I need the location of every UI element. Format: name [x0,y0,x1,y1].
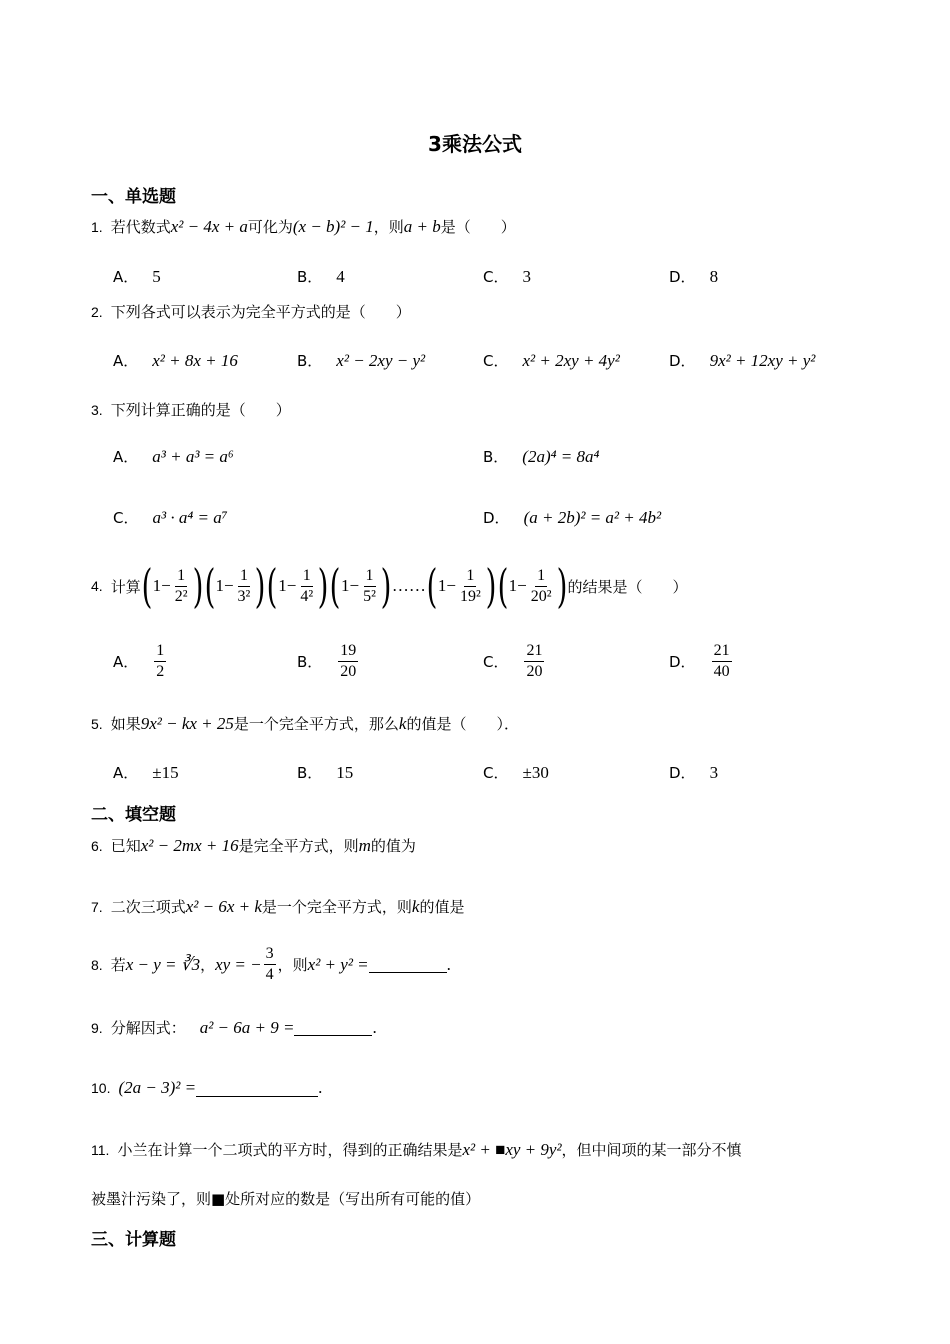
fraction-denominator: 20² [530,587,552,605]
answer-blank[interactable] [294,1019,372,1036]
math-expression: x² + ■xy + 9y² [462,1139,562,1159]
option-label: A． [113,653,139,671]
fraction [712,641,732,682]
option-d [669,641,734,682]
fraction-denominator: 20 [526,663,543,680]
question-number: 6. [91,837,103,854]
fraction-numerator: 21 [524,641,544,662]
question-text: ，则 [277,956,308,974]
question-number: 2. [91,303,103,320]
option-label: A． [113,764,139,782]
option-c [483,350,620,371]
option-value: 3 [709,762,719,782]
fraction-numerator: 3 [264,944,276,965]
option-value: x² + 8x + 16 [152,350,238,370]
question-number: 7. [91,898,103,915]
fraction-numerator: 1 [535,566,547,587]
question-number: 9. [91,1019,103,1036]
question-text: ，则 [373,218,404,236]
question-text: ，但中间项的某一部分不慎 [561,1141,742,1159]
right-paren: ) [254,559,266,613]
fraction-denominator: 20 [340,663,357,680]
question-number: 3. [91,401,103,418]
left-paren: ( [266,559,278,613]
fraction [154,641,166,682]
question-1 [91,216,516,237]
option-label: B． [297,352,323,370]
ellipsis: …… [391,576,426,595]
question-text: 若代数式 [110,218,171,236]
fraction-denominator: 19² [459,587,481,605]
question-text: 是完全平方式，则 [238,837,359,855]
option-label: C． [483,352,509,370]
option-label: B． [297,653,323,671]
option-value: ±30 [522,762,549,782]
math-expression: (x − b)² − 1 [292,216,374,236]
fraction-numerator: 1 [175,566,187,587]
question-text: 如果 [110,715,141,733]
question-6 [91,835,416,856]
option-a [113,266,161,287]
math-one: 1 [215,576,224,595]
fraction [173,566,190,607]
fraction-numerator: 1 [238,566,250,587]
math-one: 1 [341,576,350,595]
option-label: A． [113,448,139,466]
question-text: 的结果是（ ） [567,577,688,596]
option-b [297,266,345,287]
option-b [483,446,599,467]
question-7 [91,896,464,917]
fraction [361,566,378,607]
left-paren: ( [426,559,438,613]
math-expression: x − y = ∛3 [125,954,201,974]
math-expression: a² − 6a + 9 = [199,1017,295,1037]
option-b [297,762,353,783]
question-8 [91,944,451,985]
section-heading-fill-blank: 二、填空题 [91,805,176,825]
fraction-numerator: 1 [464,566,476,587]
question-4 [91,559,688,613]
option-label: C． [113,509,139,527]
question-3 [91,399,291,420]
option-label: B． [483,448,509,466]
page-title: 3乘法公式 [428,132,522,156]
option-value: x² − 2xy − y² [336,350,426,370]
option-value: a³ + a³ = a⁶ [152,446,234,466]
period: . [372,1017,377,1037]
option-d [669,266,718,287]
question-5 [91,713,519,734]
question-9 [91,1017,377,1038]
question-11 [91,1139,742,1160]
option-value: ±15 [152,762,179,782]
option-label: C． [483,268,509,286]
option-value: (2a)⁴ = 8a⁴ [522,446,600,466]
option-c [113,507,228,528]
math-variable: k [398,713,407,733]
right-paren: ) [380,559,392,613]
math-minus: − [446,576,456,595]
fraction [264,944,276,985]
option-label: D． [669,352,696,370]
question-text: 可化为 [247,218,293,236]
left-paren: ( [497,559,509,613]
fraction-numerator: 1 [301,566,313,587]
math-expression: 9x² − kx + 25 [140,713,234,733]
option-c [483,266,531,287]
option-value: 15 [336,762,354,782]
fraction-denominator: 2² [174,587,188,605]
period: . [446,954,451,974]
math-expression: x² + y² = [307,954,369,974]
option-label: A． [113,268,139,286]
math-expression: x² − 2mx + 16 [140,835,239,855]
fraction [524,641,544,682]
math-one: 1 [278,576,287,595]
question-number: 11. [91,1141,110,1158]
question-text: 被墨汁污染了，则■处所对应的数是（写出所有可能的值） [91,1190,481,1208]
right-paren: ) [192,559,203,613]
option-value: 3 [522,266,531,286]
math-variable: k [411,896,420,916]
question-10 [91,1078,322,1098]
question-text: 是（ ） [440,218,516,236]
question-text: ， [200,956,216,974]
period: . [318,1078,323,1097]
option-value: 4 [336,266,345,286]
math-expression: x² − 6x + k [185,896,262,916]
fraction [529,566,554,607]
math-minus: − [161,576,171,595]
answer-blank[interactable] [369,956,447,973]
option-label: A． [113,352,139,370]
fraction [298,566,315,607]
question-text: 分解因式： [110,1019,186,1037]
left-paren: ( [329,559,341,613]
option-c [483,641,546,682]
question-text: 计算 [110,577,141,596]
fraction-numerator: 21 [712,641,732,662]
math-one: 1 [152,576,162,595]
fraction-denominator: 3² [237,587,251,605]
question-text: 已知 [110,837,141,855]
fraction-denominator: 40 [713,663,730,680]
question-number: 4. [91,578,103,594]
option-value: 5 [152,266,161,286]
option-value: 8 [709,266,719,286]
fraction [458,566,483,607]
option-label: D． [669,653,696,671]
right-paren: ) [317,559,329,613]
option-label: B． [297,268,323,286]
math-expression: (2a − 3)² = [118,1078,197,1097]
question-text: 是一个完全平方式，那么 [233,715,399,733]
question-text: 小兰在计算一个二项式的平方时，得到的正确结果是 [117,1141,463,1159]
option-label: D． [669,268,696,286]
option-value: a³ · a⁴ = a⁷ [152,507,228,527]
option-label: C． [483,653,509,671]
question-number: 10. [91,1080,111,1096]
option-a [113,641,168,682]
math-variable: m [358,835,371,855]
math-minus: − [223,576,234,595]
option-a [113,762,179,783]
fraction-denominator: 4 [265,966,274,983]
option-label: D． [483,509,510,527]
option-label: D． [669,764,696,782]
right-paren: ) [556,559,567,613]
fraction-numerator: 1 [154,641,166,662]
fraction [338,641,358,682]
question-text: 的值为 [370,837,416,855]
question-text: 下列各式可以表示为完全平方式的是（ ） [110,303,411,321]
math-expression: x² − 4x + a [170,216,248,236]
math-expression: a + b [403,216,441,236]
question-11-continued [91,1188,480,1209]
question-text: 的值是 [419,898,465,916]
left-paren: ( [141,559,153,613]
math-minus: − [286,576,297,595]
question-text: 是一个完全平方式，则 [261,898,412,916]
left-paren: ( [204,559,215,613]
option-d [669,350,815,371]
option-value: (a + 2b)² = a² + 4b² [523,507,662,527]
fraction-numerator: 19 [338,641,358,662]
question-number: 8. [91,956,103,973]
option-value: 9x² + 12xy + y² [709,350,816,370]
option-d [483,507,661,528]
question-2 [91,301,411,322]
fraction-numerator: 1 [364,566,376,587]
answer-blank[interactable] [196,1080,318,1097]
question-text: 二次三项式 [110,898,186,916]
option-b [297,641,360,682]
option-d [669,762,718,783]
question-number: 1. [91,218,103,235]
question-text: 的值是（ ）． [406,715,519,733]
question-text: 若 [110,956,126,974]
right-paren: ) [485,559,497,613]
option-label: C． [483,764,509,782]
option-label: B． [297,764,323,782]
fraction-denominator: 4² [300,587,314,605]
math-minus: − [349,576,360,595]
section-heading-calculation: 三、计算题 [91,1230,176,1250]
question-text: 下列计算正确的是（ ） [110,401,291,419]
math-one: 1 [437,576,447,595]
math-expression: xy = − [215,954,262,974]
fraction-denominator: 2 [156,663,165,680]
question-number: 5. [91,715,103,732]
option-a [113,446,234,467]
section-heading-single-choice: 一、单选题 [91,187,176,207]
fraction-denominator: 5² [363,587,376,605]
fraction [236,566,253,607]
option-a [113,350,238,371]
option-c [483,762,549,783]
option-b [297,350,425,371]
math-minus: − [517,576,527,595]
option-value: x² + 2xy + 4y² [522,350,620,370]
math-one: 1 [508,576,518,595]
